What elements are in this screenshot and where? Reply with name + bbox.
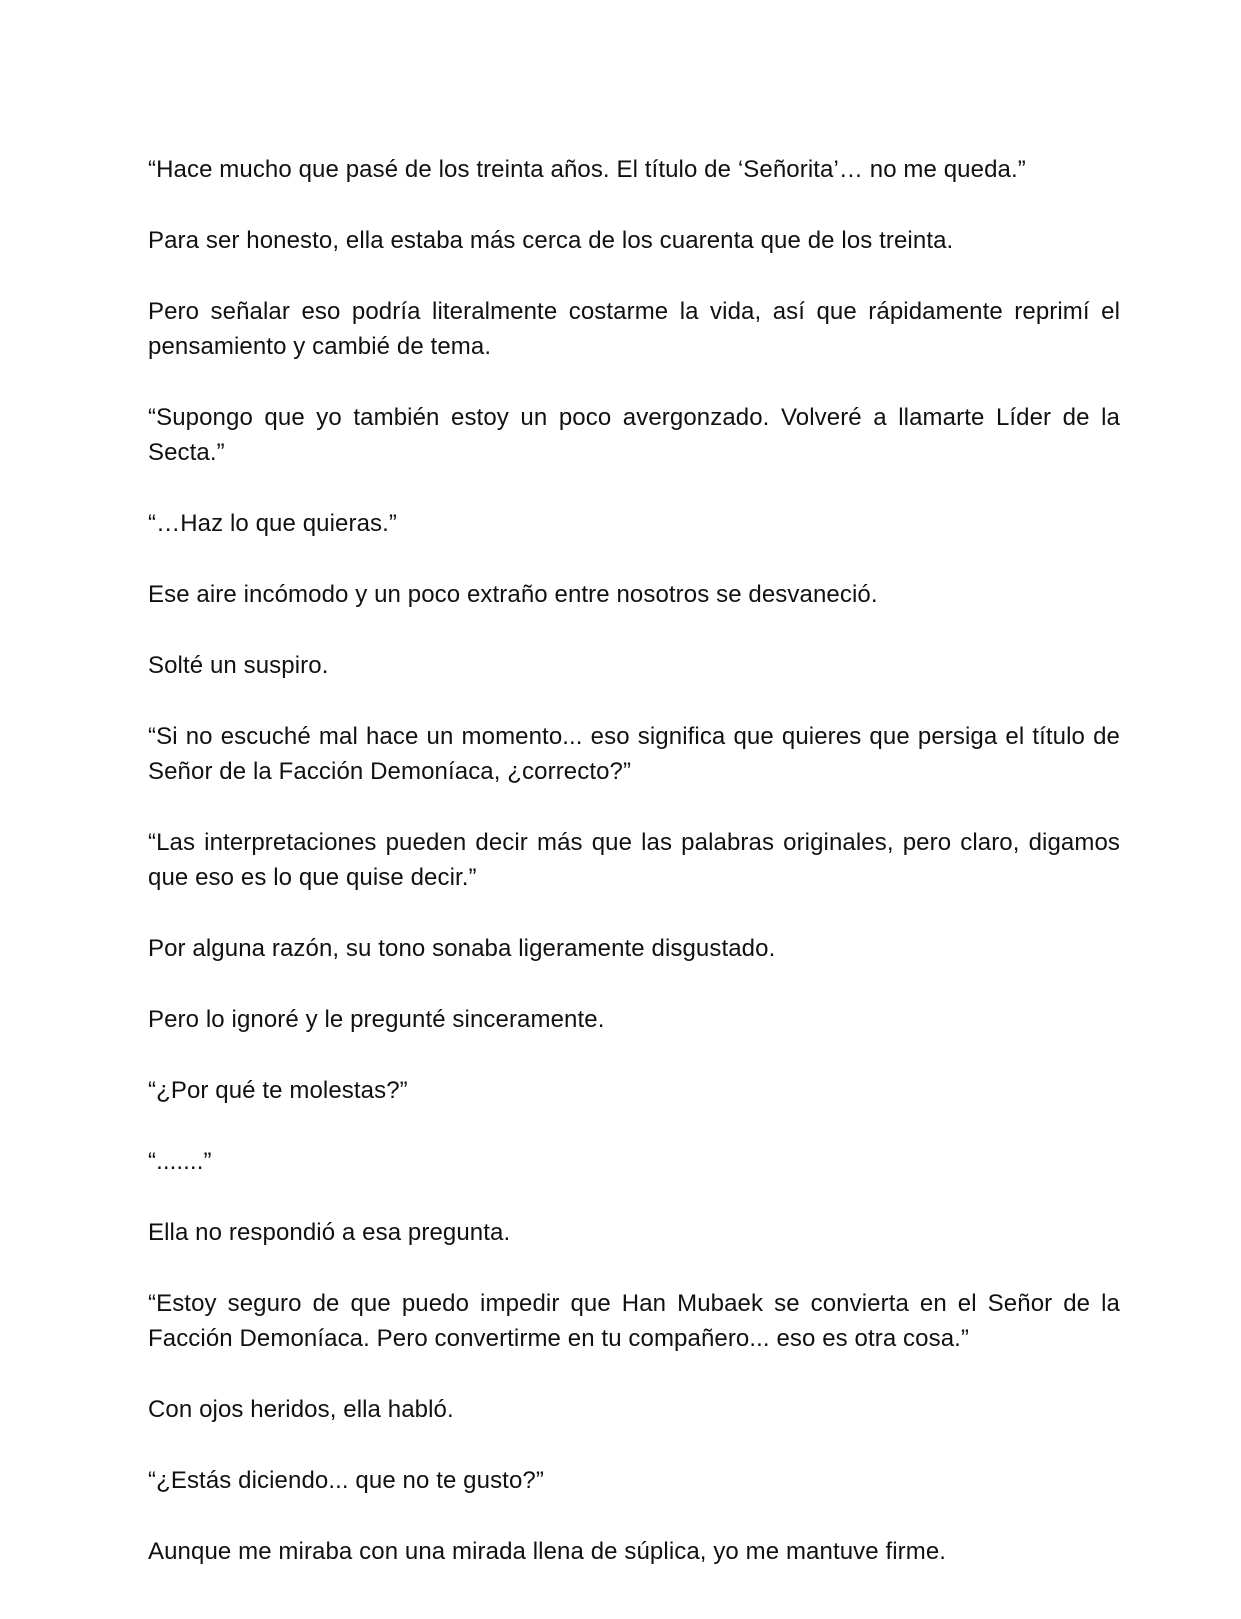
paragraph: Pero señalar eso podría literalmente costarme la vida, así que rápidamente reprimí el pensamiento y cambié de tema. — [148, 298, 1120, 360]
paragraph: Por alguna razón, su tono sonaba ligeramente disgustado. — [148, 935, 776, 962]
paragraph: Ella no respondió a esa pregunta. — [148, 1219, 511, 1246]
paragraph: “Supongo que yo también estoy un poco avergonzado. Volveré a llamarte Líder de la Secta.” — [148, 404, 1120, 466]
paragraph: “Estoy seguro de que puedo impedir que Han Mubaek se convierta en el Señor de la Facción Demoníaca. Pero convertirme en tu compañero... eso es otra cosa.” — [148, 1290, 1120, 1352]
paragraph: Ese aire incómodo y un poco extraño entre nosotros se desvaneció. — [148, 581, 878, 608]
paragraph: “Si no escuché mal hace un momento... eso significa que quieres que persiga el título de Señor de la Facción Demoníaca, ¿correcto?” — [148, 723, 1120, 785]
document-body — [148, 152, 1120, 1569]
paragraph: Aunque me miraba con una mirada llena de súplica, yo me mantuve firme. — [148, 1538, 947, 1565]
paragraph: Para ser honesto, ella estaba más cerca de los cuarenta que de los treinta. — [148, 227, 954, 254]
paragraph: “.......” — [148, 1148, 212, 1175]
paragraph: Pero lo ignoré y le pregunté sinceramente. — [148, 1006, 605, 1033]
paragraph: “¿Por qué te molestas?” — [148, 1077, 408, 1104]
paragraph: Con ojos heridos, ella habló. — [148, 1396, 454, 1423]
paragraph: “¿Estás diciendo... que no te gusto?” — [148, 1467, 544, 1494]
paragraph: “Las interpretaciones pueden decir más que las palabras originales, pero claro, digamos que eso es lo que quise decir.” — [148, 829, 1120, 891]
paragraph: “Hace mucho que pasé de los treinta años. El título de ‘Señorita’… no me queda.” — [148, 156, 1026, 183]
paragraph: “…Haz lo que quieras.” — [148, 510, 397, 537]
paragraph: Solté un suspiro. — [148, 652, 329, 679]
